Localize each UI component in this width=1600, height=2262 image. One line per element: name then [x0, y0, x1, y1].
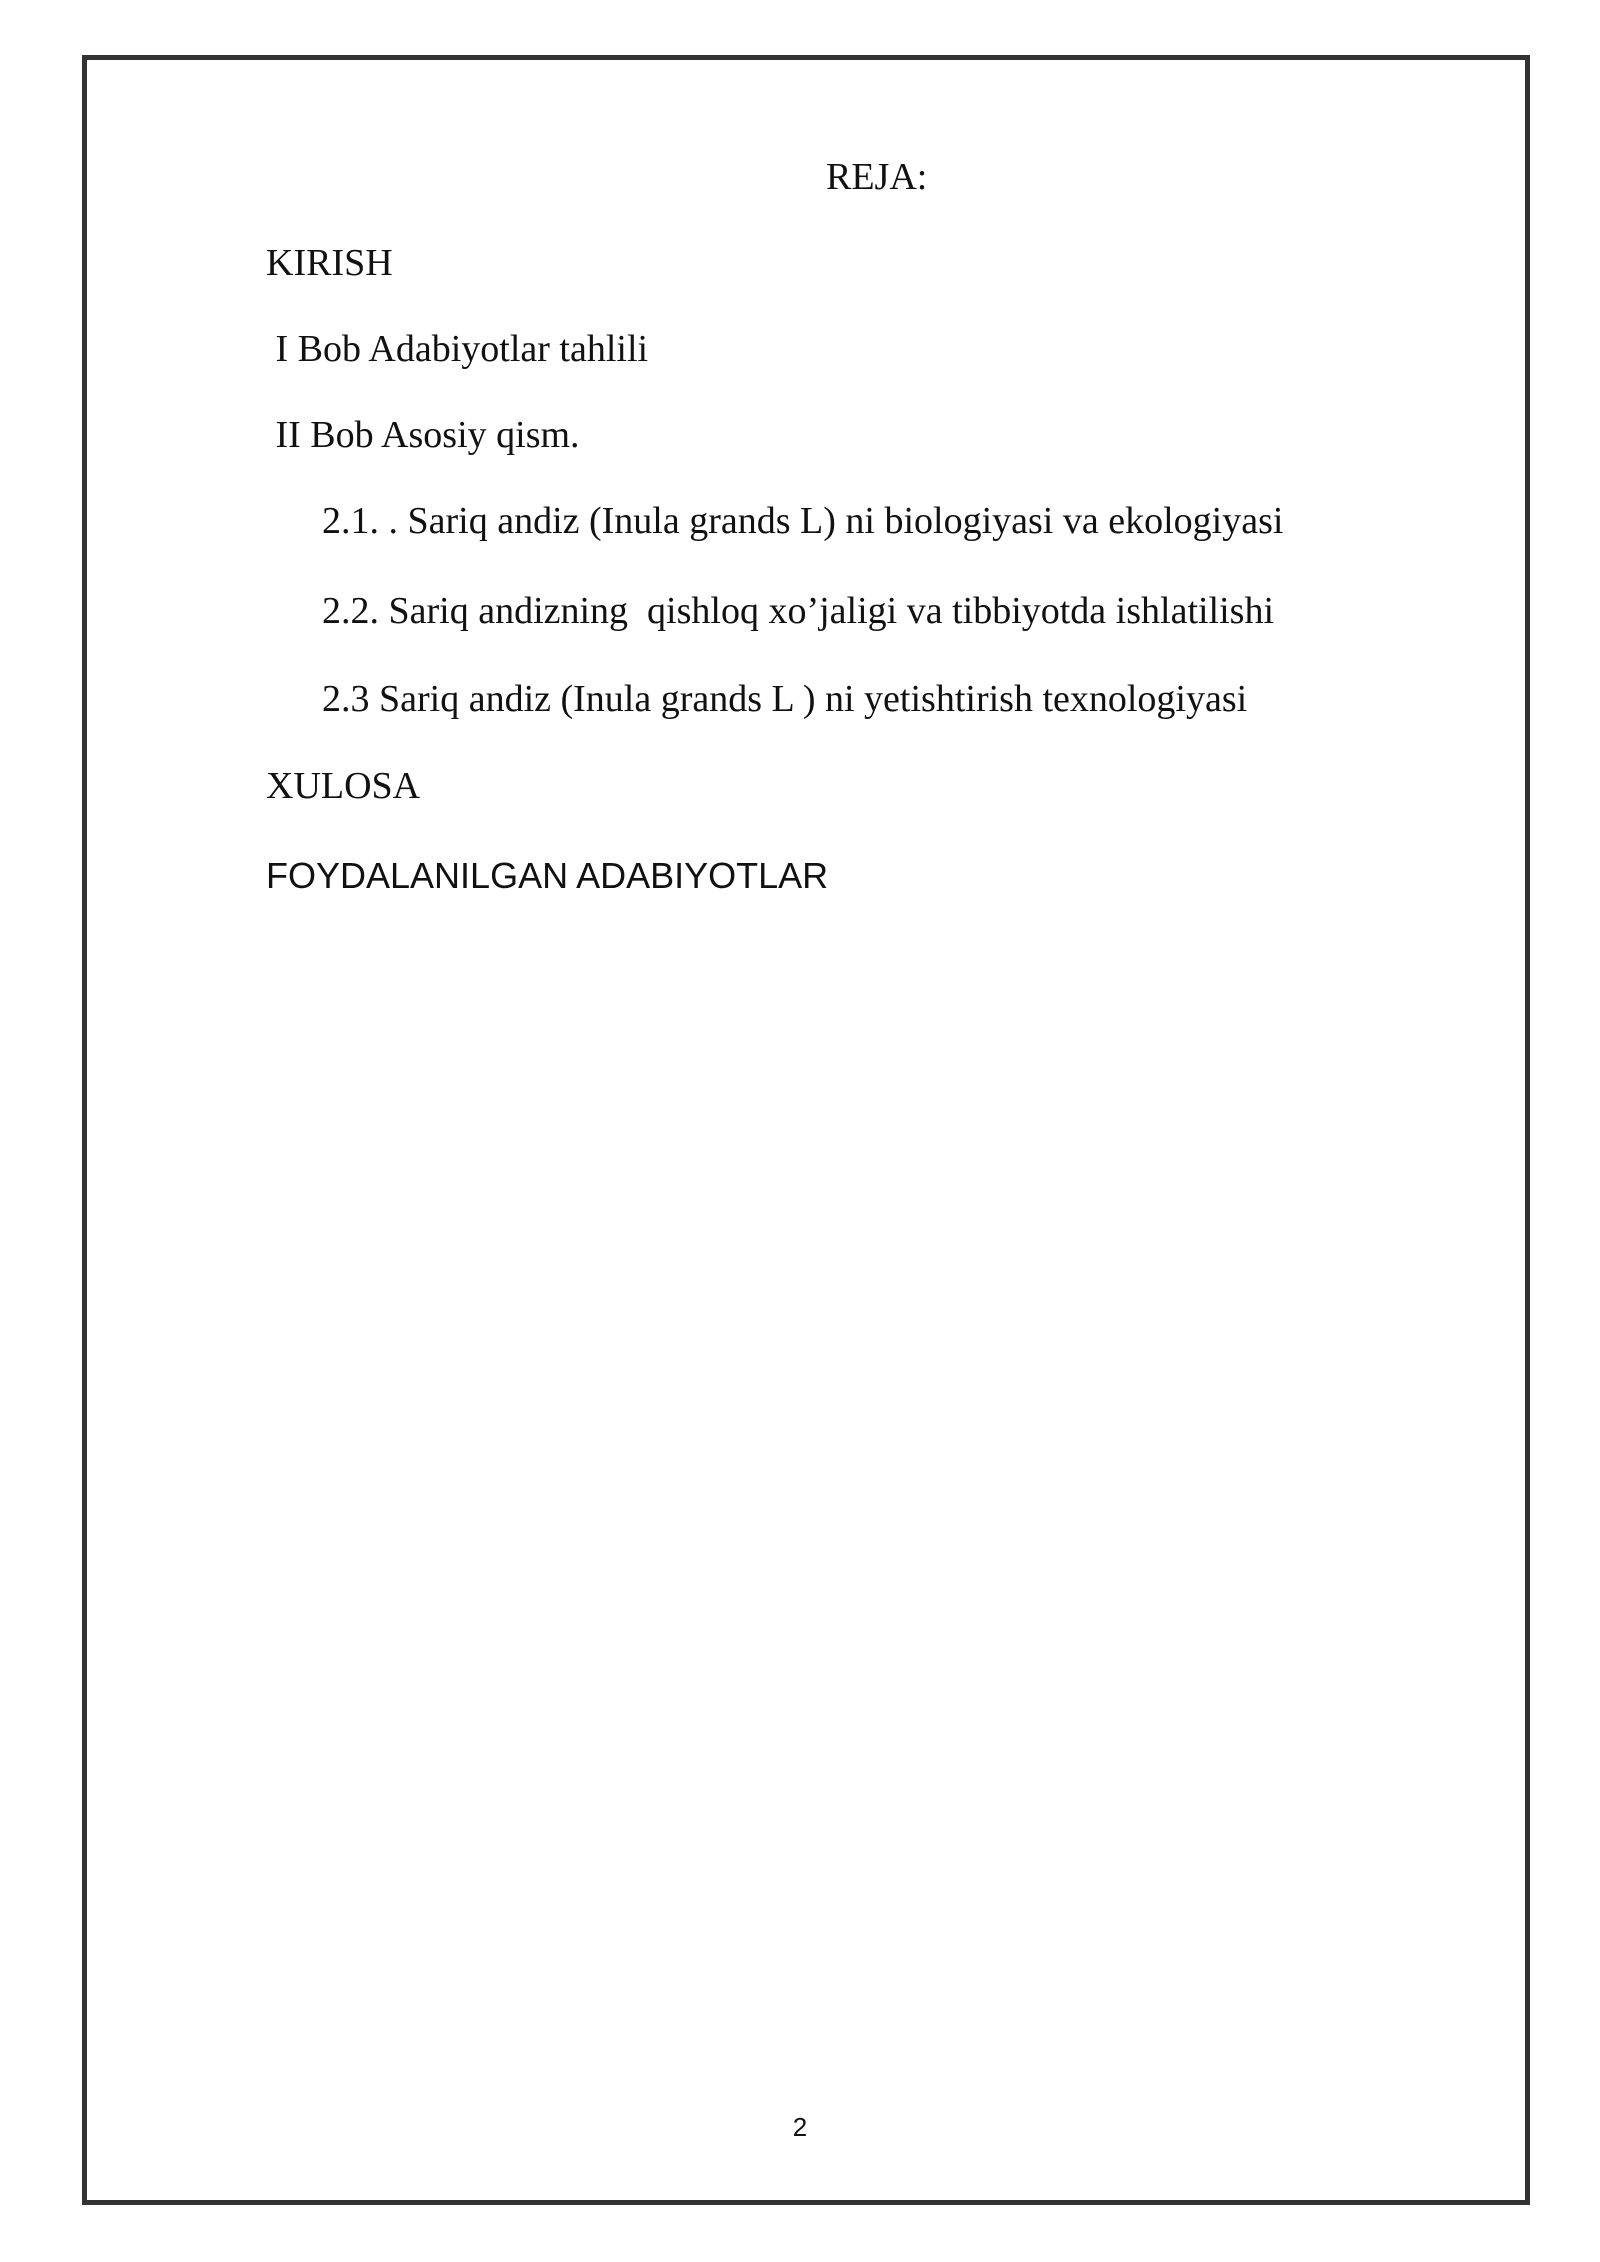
page-title: REJA:	[826, 156, 928, 198]
toc-item-xulosa: XULOSA	[266, 765, 421, 807]
page-number: 2	[792, 2112, 808, 2142]
toc-subitem-2-3: 2.3 Sariq andiz (Inula grands L ) ni yetishtirish texnologiyasi	[322, 678, 1248, 720]
page-border	[82, 55, 1530, 2205]
toc-subitem-2-2: 2.2. Sariq andizning qishloq xo’jaligi va tibbiyotda ishlatilishi	[322, 590, 1275, 632]
toc-item-kirish: KIRISH	[266, 242, 393, 284]
toc-item-bob-1: I Bob Adabiyotlar tahlili	[266, 328, 649, 370]
toc-item-bob-2: II Bob Asosiy qism.	[266, 414, 580, 456]
toc-item-adabiyotlar: FOYDALANILGAN ADABIYOTLAR	[266, 855, 829, 896]
toc-subitem-2-1: 2.1. . Sariq andiz (Inula grands L) ni biologiyasi va ekologiyasi	[322, 500, 1284, 542]
